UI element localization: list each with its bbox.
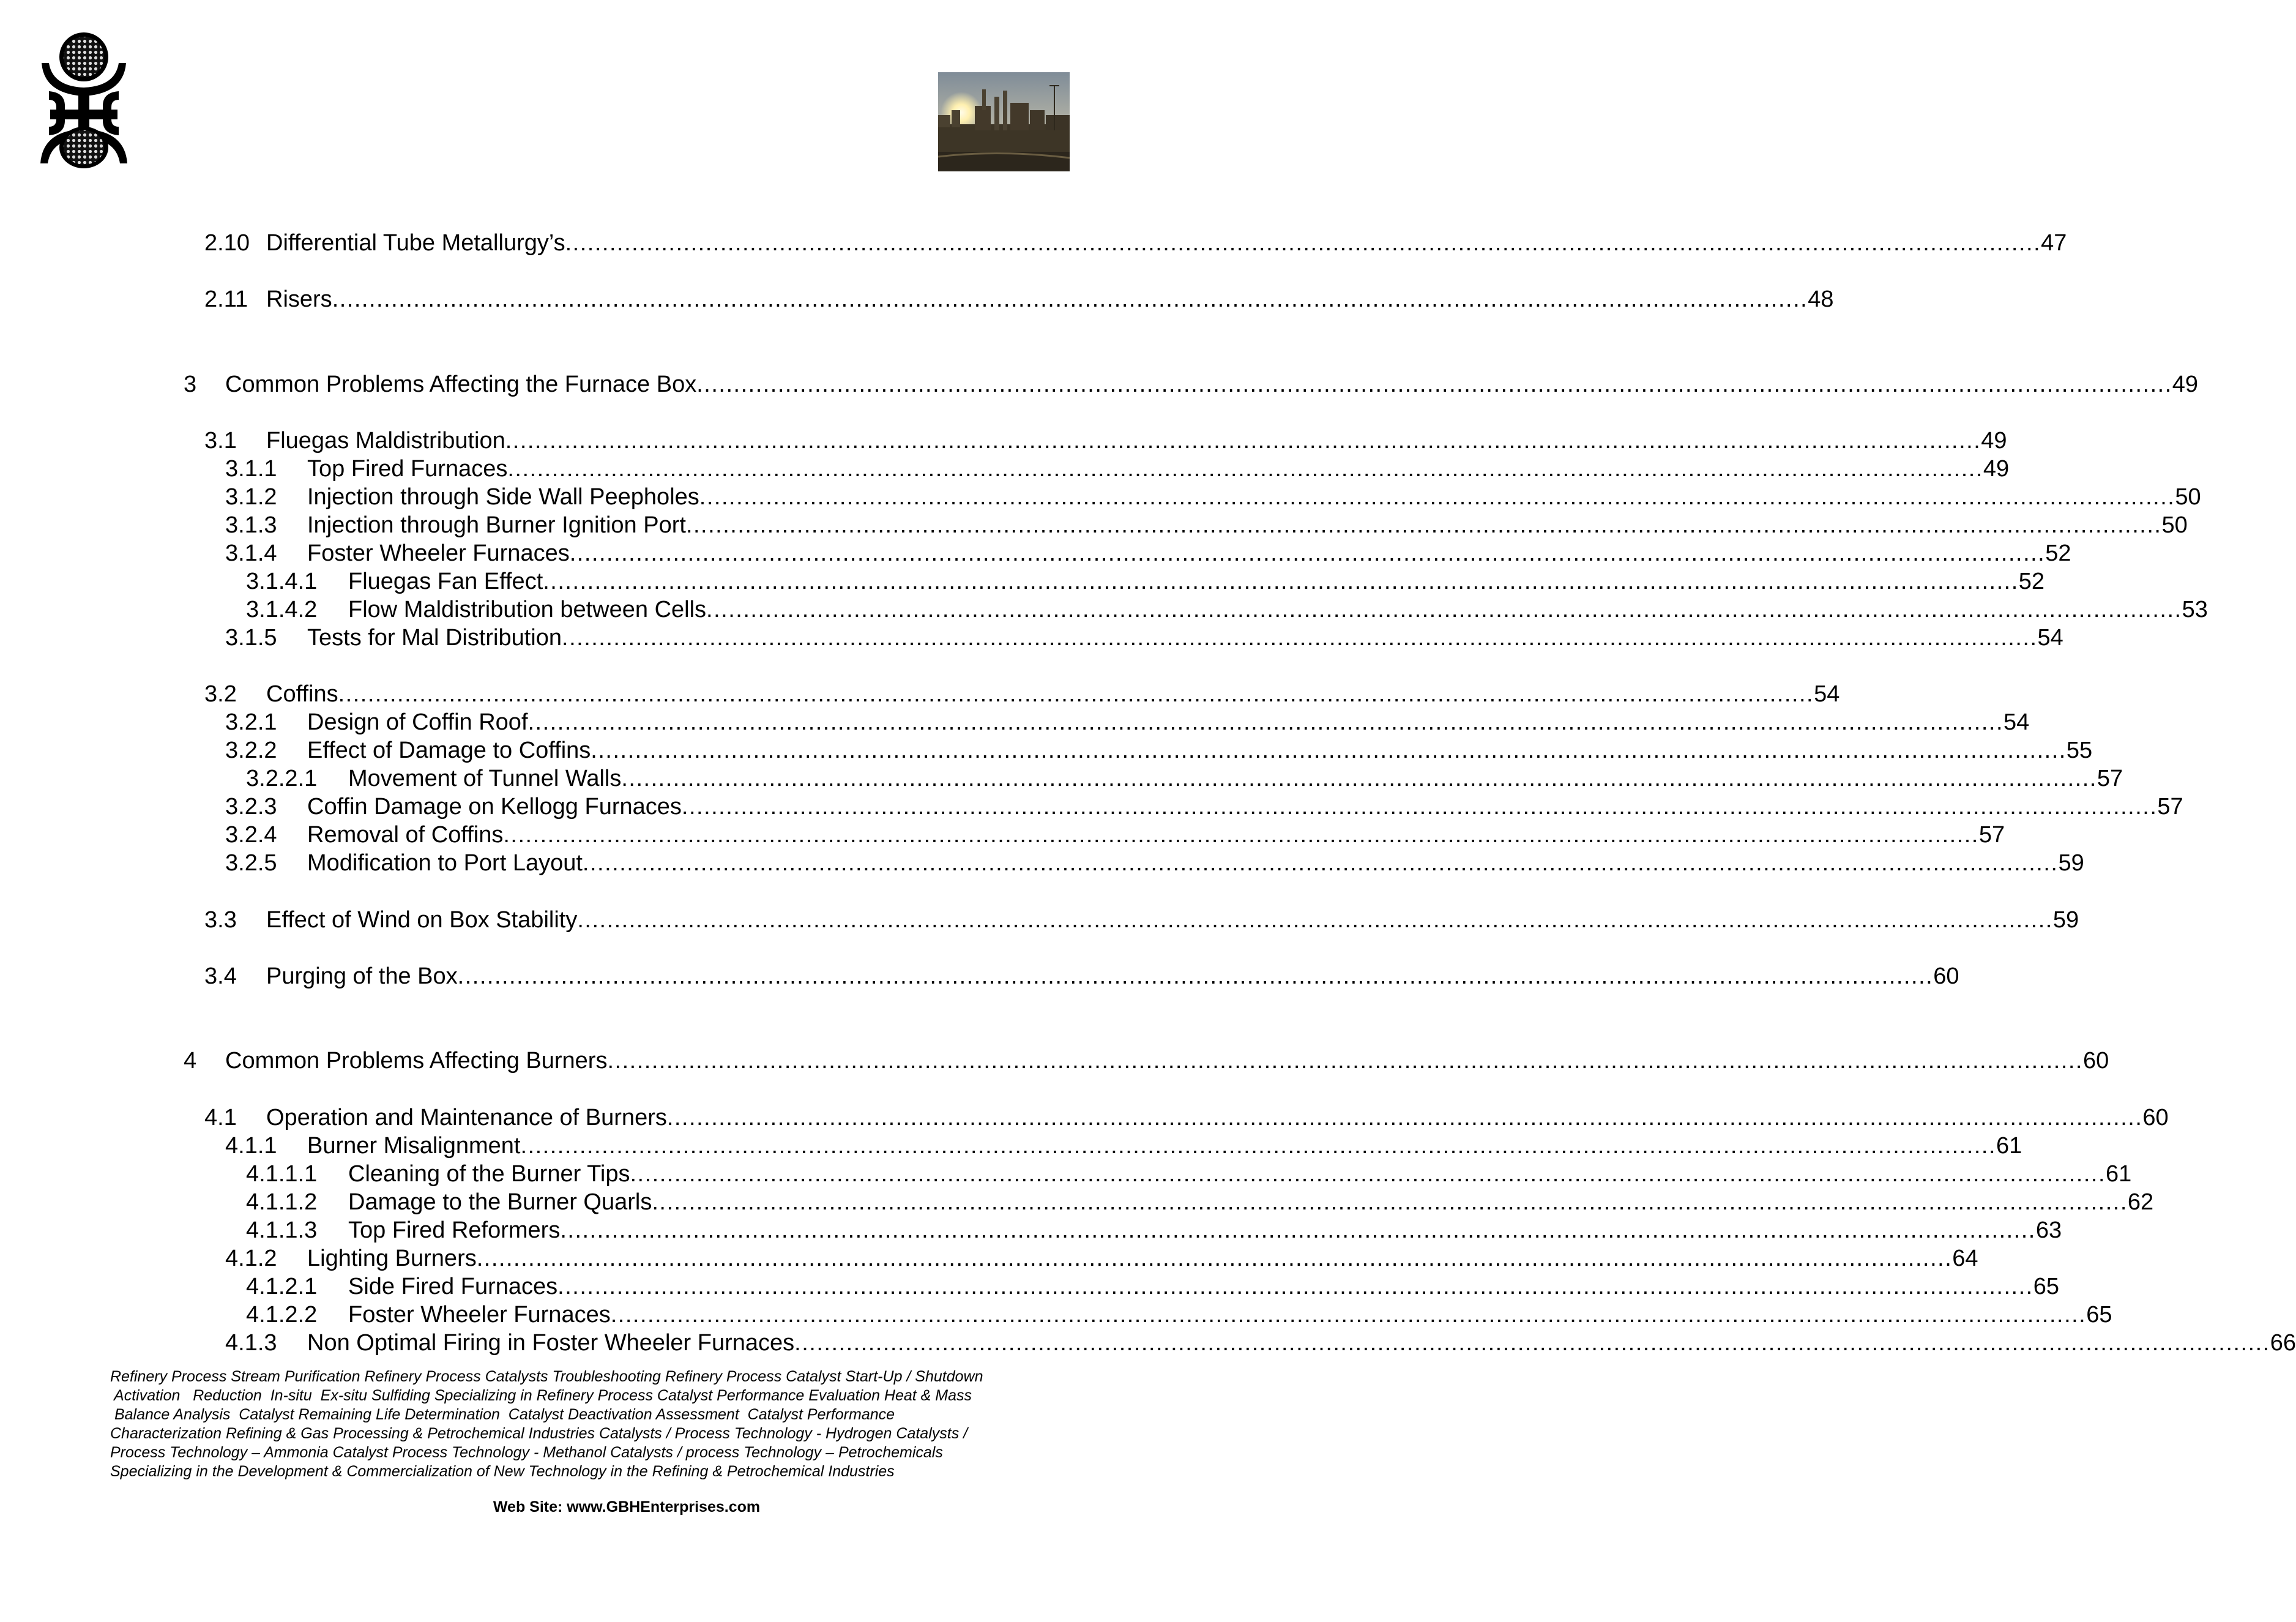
- toc-section-number: 3.1.1: [225, 456, 277, 482]
- toc-entry[interactable]: [0, 594, 2208, 625]
- toc-leader-dots: ........................................................................................................................................................................................................: [621, 766, 2097, 791]
- toc-page-number: 59: [2058, 850, 2084, 876]
- toc-section-title: Design of Coffin Roof: [307, 709, 528, 735]
- toc-entry[interactable]: [0, 1045, 2109, 1076]
- toc-page-number: 50: [2175, 484, 2201, 510]
- toc-page-number: 50: [2161, 512, 2188, 538]
- toc-section-title: Removal of Coffins: [307, 822, 504, 848]
- toc-page-number: 61: [2106, 1161, 2132, 1187]
- toc-leader-dots: ........................................................................................................................................................................................................: [681, 794, 2158, 820]
- toc-page-number: 52: [2018, 569, 2045, 594]
- website-link[interactable]: Web Site: www.GBHEnterprises.com: [493, 1498, 761, 1515]
- toc-section-title: Common Problems Affecting the Furnace Box: [225, 372, 697, 397]
- toc-section-title: Movement of Tunnel Walls: [348, 766, 622, 791]
- toc-section-title: Modification to Port Layout: [307, 850, 583, 876]
- toc-entry[interactable]: [0, 1187, 2154, 1217]
- toc-entry[interactable]: [0, 1215, 2062, 1246]
- toc-section-title: Damage to the Burner Quarls: [348, 1189, 652, 1215]
- toc-leader-dots: ........................................................................................................................................................................................................: [507, 456, 1983, 482]
- toc-section-title: Foster Wheeler Furnaces: [307, 540, 570, 566]
- footer-line: Balance Analysis Catalyst Remaining Life Determination Catalyst Deactivation Assessment Catalyst Performance: [110, 1406, 895, 1423]
- footer-description: [110, 1367, 1077, 1481]
- toc-entry[interactable]: [0, 961, 1959, 992]
- toc-leader-dots: ........................................................................................................................................................................................................: [652, 1189, 2128, 1215]
- toc-entry[interactable]: [0, 1299, 2112, 1330]
- toc-section-number: 3.1: [204, 428, 237, 454]
- toc-page-number: 54: [2037, 625, 2063, 651]
- toc-page-number: 47: [2041, 230, 2067, 256]
- toc-section-title: Burner Misalignment: [307, 1133, 521, 1159]
- toc-section-number: 3.1.4: [225, 540, 277, 566]
- toc-section-title: Purging of the Box: [266, 963, 458, 989]
- toc-section-number: 3.2.3: [225, 794, 277, 820]
- toc-leader-dots: ........................................................................................................................................................................................................: [794, 1330, 2270, 1356]
- toc-section-number: 3.2.1: [225, 709, 277, 735]
- toc-section-title: Side Fired Furnaces: [348, 1274, 558, 1299]
- toc-page-number: 49: [1981, 428, 2007, 454]
- toc-section-title: Tests for Mal Distribution: [307, 625, 562, 651]
- toc-leader-dots: ........................................................................................................................................................................................................: [543, 569, 2019, 594]
- toc-section-number: 2.11: [204, 286, 248, 312]
- toc-leader-dots: ........................................................................................................................................................................................................: [505, 428, 1981, 454]
- toc-leader-dots: ........................................................................................................................................................................................................: [338, 681, 1814, 707]
- toc-page-number: 60: [2083, 1048, 2109, 1074]
- toc-section-title: Coffins: [266, 681, 338, 707]
- toc-page-number: 48: [1808, 286, 1834, 312]
- toc-section-number: 4.1.1.2: [246, 1189, 318, 1215]
- toc-leader-dots: ........................................................................................................................................................................................................: [527, 709, 2004, 735]
- toc-section-number: 4.1.2: [225, 1246, 277, 1271]
- toc-leader-dots: ........................................................................................................................................................................................................: [582, 850, 2059, 876]
- toc-entry[interactable]: [0, 425, 2007, 456]
- toc-section-number: 3.3: [204, 907, 237, 933]
- toc-section-title: Risers: [266, 286, 332, 312]
- toc-page-number: 65: [2086, 1302, 2112, 1328]
- toc-page-number: 66: [2270, 1330, 2296, 1356]
- toc-leader-dots: ........................................................................................................................................................................................................: [476, 1246, 1953, 1271]
- toc-section-title: Fluegas Fan Effect: [348, 569, 543, 594]
- toc-section-number: 4: [184, 1048, 197, 1074]
- toc-section-number: 3.1.3: [225, 512, 277, 538]
- toc-entry[interactable]: [0, 820, 2005, 850]
- toc-section-number: 3.4: [204, 963, 237, 989]
- toc-page-number: 57: [2157, 794, 2183, 820]
- toc-leader-dots: ........................................................................................................................................................................................................: [610, 1302, 2087, 1328]
- toc-section-number: 4.1.1: [225, 1133, 277, 1159]
- footer-line: Characterization Refining & Gas Processing & Petrochemical Industries Catalysts / Process Technology - Hydrogen Catalysts /: [110, 1425, 968, 1442]
- toc-leader-dots: ........................................................................................................................................................................................................: [706, 597, 2182, 622]
- toc-entry[interactable]: [0, 1271, 2059, 1302]
- toc-entry[interactable]: [0, 228, 2067, 258]
- footer-line: Process Technology – Ammonia Catalyst Process Technology - Methanol Catalysts / process Technology – Petrochemicals: [110, 1444, 943, 1461]
- toc-leader-dots: ........................................................................................................................................................................................................: [591, 738, 2067, 763]
- toc-section-number: 3.1.4.1: [246, 569, 318, 594]
- toc-entry[interactable]: [0, 679, 1840, 709]
- toc-section-number: 3.1.2: [225, 484, 277, 510]
- toc-section-title: Non Optimal Firing in Foster Wheeler Furnaces: [307, 1330, 795, 1356]
- toc-section-number: 3.1.5: [225, 625, 277, 651]
- toc-section-number: 4.1.1.1: [246, 1161, 318, 1187]
- toc-section-number: 3.2.5: [225, 850, 277, 876]
- toc-entry[interactable]: [0, 1131, 2022, 1161]
- toc-section-number: 4.1.2.2: [246, 1302, 318, 1328]
- toc-leader-dots: ........................................................................................................................................................................................................: [685, 512, 2162, 538]
- toc-leader-dots: ........................................................................................................................................................................................................: [577, 907, 2053, 933]
- toc-page-number: 61: [1996, 1133, 2022, 1159]
- footer-line: Specializing in the Development & Commercialization of New Technology in the Refining & Petrochemical Industries: [110, 1463, 895, 1480]
- toc-entry[interactable]: [0, 510, 2188, 540]
- toc-section-number: 3.2.2.1: [246, 766, 318, 791]
- toc-page-number: 55: [2066, 738, 2093, 763]
- toc-section-number: 3.2.4: [225, 822, 277, 848]
- toc-page-number: 60: [1933, 963, 1959, 989]
- toc-section-title: Top Fired Furnaces: [307, 456, 508, 482]
- toc-section-number: 4.1.2.1: [246, 1274, 318, 1299]
- toc-section-title: Coffin Damage on Kellogg Furnaces: [307, 794, 682, 820]
- toc-leader-dots: ........................................................................................................................................................................................................: [520, 1133, 1997, 1159]
- toc-page-number: 63: [2035, 1217, 2062, 1243]
- toc-leader-dots: ........................................................................................................................................................................................................: [560, 1217, 2036, 1243]
- toc-leader-dots: ........................................................................................................................................................................................................: [699, 484, 2175, 510]
- toc-section-title: Differential Tube Metallurgy’s: [266, 230, 565, 256]
- toc-section-title: Cleaning of the Burner Tips: [348, 1161, 630, 1187]
- toc-entry[interactable]: [0, 538, 2071, 569]
- toc-entry[interactable]: [0, 707, 2030, 738]
- toc-entry[interactable]: [0, 284, 1834, 315]
- toc-page-number: 49: [2172, 372, 2199, 397]
- toc-entry[interactable]: [0, 1328, 2296, 1358]
- toc-entry[interactable]: [0, 482, 2201, 512]
- toc-leader-dots: ........................................................................................................................................................................................................: [457, 963, 1934, 989]
- toc-section-number: 4.1: [204, 1105, 237, 1131]
- toc-section-title: Effect of Damage to Coffins: [307, 738, 591, 763]
- toc-section-title: Effect of Wind on Box Stability: [266, 907, 578, 933]
- toc-leader-dots: ........................................................................................................................................................................................................: [569, 540, 2046, 566]
- toc-section-number: 3.2.2: [225, 738, 277, 763]
- toc-section-title: Top Fired Reformers: [348, 1217, 561, 1243]
- toc-section-number: 2.10: [204, 230, 250, 256]
- toc-entry[interactable]: [0, 454, 2010, 484]
- toc-leader-dots: ........................................................................................................................................................................................................: [503, 822, 1979, 848]
- toc-section-number: 3.1.4.2: [246, 597, 318, 622]
- toc-leader-dots: ........................................................................................................................................................................................................: [332, 286, 1808, 312]
- toc-section-title: Fluegas Maldistribution: [266, 428, 505, 454]
- toc-entry[interactable]: [0, 622, 2063, 653]
- toc-leader-dots: ........................................................................................................................................................................................................: [630, 1161, 2106, 1187]
- toc-section-title: Operation and Maintenance of Burners: [266, 1105, 667, 1131]
- toc-leader-dots: ........................................................................................................................................................................................................: [562, 625, 2038, 651]
- toc-entry[interactable]: [0, 791, 2183, 822]
- toc-page-number: 59: [2052, 907, 2079, 933]
- toc-entry[interactable]: [0, 1243, 1978, 1274]
- toc-page-number: 49: [1983, 456, 2010, 482]
- toc-page-number: 54: [2003, 709, 2030, 735]
- toc-entry[interactable]: [0, 1102, 2169, 1133]
- toc-page-number: 62: [2127, 1189, 2154, 1215]
- toc-section-number: 3.2: [204, 681, 237, 707]
- toc-page-number: 53: [2182, 597, 2208, 622]
- toc-entry[interactable]: [0, 369, 2199, 400]
- toc-section-title: Injection through Burner Ignition Port: [307, 512, 686, 538]
- toc-section-title: Foster Wheeler Furnaces: [348, 1302, 611, 1328]
- toc-section-title: Lighting Burners: [307, 1246, 477, 1271]
- toc-page-number: 52: [2045, 540, 2071, 566]
- toc-leader-dots: ........................................................................................................................................................................................................: [666, 1105, 2143, 1131]
- toc-page-number: 57: [1978, 822, 2005, 848]
- toc-entry[interactable]: [0, 848, 2084, 878]
- toc-section-number: 4.1.3: [225, 1330, 277, 1356]
- toc-section-title: Common Problems Affecting Burners: [225, 1048, 608, 1074]
- footer-line: Refinery Process Stream Purification Refinery Process Catalysts Troubleshooting Refinery Process Catalyst Start-Up / Shutdown: [110, 1368, 983, 1385]
- toc-page-number: 65: [2033, 1274, 2059, 1299]
- toc-page-number: 54: [1814, 681, 1840, 707]
- toc-section-number: 4.1.1.3: [246, 1217, 318, 1243]
- toc-section-title: Flow Maldistribution between Cells: [348, 597, 707, 622]
- toc-entry[interactable]: [0, 566, 2045, 597]
- toc-leader-dots: ........................................................................................................................................................................................................: [565, 230, 2041, 256]
- toc-leader-dots: ........................................................................................................................................................................................................: [607, 1048, 2083, 1074]
- toc-entry[interactable]: [0, 763, 2123, 794]
- toc-page-number: 57: [2097, 766, 2123, 791]
- toc-section-number: 3: [184, 372, 197, 397]
- toc-page-number: 64: [1952, 1246, 1978, 1271]
- toc-entry[interactable]: [0, 735, 2093, 766]
- toc-entry[interactable]: [0, 1159, 2132, 1189]
- toc-page-number: 60: [2142, 1105, 2169, 1131]
- toc-entry[interactable]: [0, 905, 2079, 935]
- footer-line: Activation Reduction In-situ Ex-situ Sulfiding Specializing in Refinery Process Catalyst Performance Evaluation Heat & Mass: [110, 1387, 972, 1404]
- toc-leader-dots: ........................................................................................................................................................................................................: [557, 1274, 2033, 1299]
- toc-section-title: Injection through Side Wall Peepholes: [307, 484, 699, 510]
- toc-leader-dots: ........................................................................................................................................................................................................: [696, 372, 2172, 397]
